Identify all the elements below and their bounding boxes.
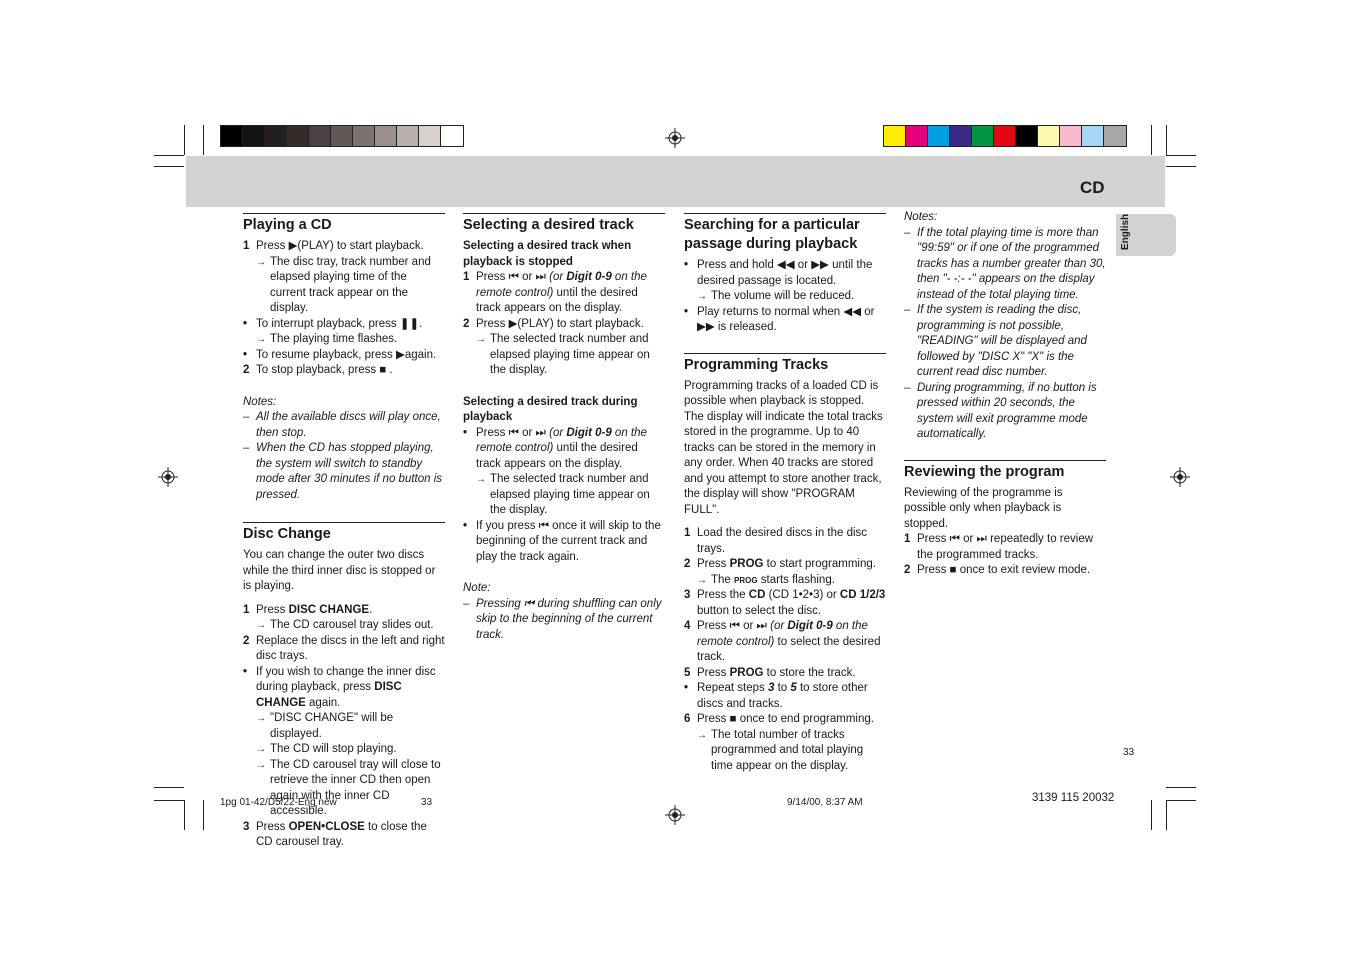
crop-mark: [203, 800, 204, 830]
step: [243, 820, 445, 851]
step-text: Press ⏮ or ⏭ repeatedly to review the programmed tracks.: [917, 533, 1094, 561]
grayscale-calibration-bar: [220, 125, 464, 147]
bullet-mark: •: [684, 305, 689, 318]
step: [463, 270, 665, 317]
bullet-text: Repeat steps 3 to 5 to store other discs and tracks.: [697, 682, 868, 710]
bullet: [243, 665, 445, 712]
bullet: [463, 426, 665, 473]
color-swatch: [265, 126, 287, 146]
step-text: Press ▶(PLAY) to start playback.: [476, 317, 644, 330]
crop-mark: [1166, 787, 1196, 788]
bullet: [684, 681, 886, 712]
step: [904, 532, 1106, 563]
crop-mark: [1166, 800, 1167, 830]
notes-label: Notes:: [904, 211, 938, 223]
bullet-text: If you press ⏮ once it will skip to the beginning of the current track and play the track again.: [476, 519, 661, 563]
step-number: 2: [463, 317, 470, 330]
step-number: 1: [243, 603, 250, 616]
crop-mark: [184, 800, 185, 830]
bullet-text: Press ⏮ or ⏭ (or Digit 0-9 on the remote control) until the desired track appears on the display.: [476, 426, 647, 470]
bullet: [684, 305, 886, 336]
section-title-programming: Programming Tracks: [684, 353, 886, 375]
step: [904, 563, 1106, 579]
step-text: Press ■ once to exit review mode.: [917, 564, 1091, 576]
crop-mark: [154, 155, 184, 156]
step-number: 1: [684, 527, 691, 539]
color-swatch: [950, 126, 972, 146]
step-number: 6: [684, 713, 691, 725]
result-text: → The selected track number and elapsed playing time appear on the display.: [463, 332, 665, 379]
bullet-text: To resume playback, press ▶again.: [256, 348, 437, 361]
step: [243, 363, 445, 379]
note: – If the system is reading the disc, programming is not possible, "READING" will be displayed and followed by "DISC X" "X" is the current read disc number.: [904, 303, 1106, 381]
color-swatch: [419, 126, 441, 146]
step-text: Replace the discs in the left and right disc trays.: [256, 634, 445, 662]
section-title-selecting-track: Selecting a desired track: [463, 213, 665, 235]
intro-text: Programming tracks of a loaded CD is possible when playback is stopped. The display will indicate the total tracks stored in the programme. Up to 40 tracks can be stored in the memory in any order. When 40 tracks are stored and you attempt to store another track, the display will show "PROGRAM FULL".: [684, 379, 883, 516]
color-swatch: [928, 126, 950, 146]
step-number: 2: [243, 634, 250, 647]
step-number: 2: [904, 564, 911, 576]
step-number: 1: [463, 271, 470, 283]
step-number: 2: [243, 364, 250, 376]
registration-mark-icon: [158, 467, 178, 487]
step-text: Press ⏮ or ⏭ (or Digit 0-9 on the remote control) to select the desired track.: [697, 620, 881, 663]
note-label: Note:: [463, 582, 491, 594]
bullet-text: Press and hold ◀◀ or ▶▶ until the desired passage is located.: [697, 259, 873, 287]
step-number: 5: [684, 666, 691, 679]
note: – During programming, if no button is pressed within 20 seconds, the system will exit programme mode automatically.: [904, 381, 1106, 443]
result-text: → The total number of tracks programmed and total playing time appear on the display.: [684, 728, 886, 775]
step: [684, 619, 886, 666]
step-text: Press PROG to store the track.: [697, 666, 856, 679]
page-number: 33: [1123, 747, 1135, 758]
color-swatch: [994, 126, 1016, 146]
bullet-mark: •: [684, 259, 689, 271]
section-title-playing-cd: Playing a CD: [243, 213, 445, 235]
column-3: [684, 213, 886, 774]
crop-mark: [1166, 125, 1167, 155]
column-2: [463, 213, 665, 643]
result-text: → The CD carousel tray will close to retrieve the inner CD then open again with the inner CD accessible.: [243, 758, 445, 820]
step-number: 4: [684, 620, 691, 632]
crop-mark: [1151, 125, 1152, 155]
step: [684, 588, 886, 619]
bullet-mark: •: [243, 348, 248, 361]
step-text: Press DISC CHANGE.: [256, 603, 373, 616]
result-text: → The PROG starts flashing.: [684, 573, 886, 589]
language-tab-label: English: [1120, 213, 1131, 250]
crop-mark: [203, 125, 204, 155]
color-calibration-bar: [883, 125, 1127, 147]
footer-file: 1pg 01-42/D5/22-Eng new: [220, 797, 337, 808]
bullet: [463, 519, 665, 566]
footer-page: 33: [421, 797, 433, 808]
note: – If the total playing time is more than "99:59" or if one of the programmed tracks has a number greater than 30, then "- -:- -" appears on the display instead of the total playing time.: [904, 226, 1106, 304]
notes-label: Notes:: [243, 395, 277, 408]
step: [243, 634, 445, 665]
bullet-text: To interrupt playback, press ❚❚.: [256, 317, 423, 330]
color-swatch: [309, 126, 331, 146]
color-swatch: [221, 126, 243, 146]
step: [243, 603, 445, 619]
registration-mark-icon: [665, 805, 685, 825]
result-text: → The volume will be reduced.: [684, 289, 886, 305]
section-title-disc-change: Disc Change: [243, 522, 445, 544]
color-swatch: [1104, 126, 1126, 146]
crop-mark: [1151, 800, 1152, 830]
result-text: → "DISC CHANGE" will be displayed.: [243, 711, 445, 742]
registration-mark-icon: [665, 128, 685, 148]
page-title: CD: [1080, 178, 1105, 197]
crop-mark: [154, 800, 184, 801]
bullet-text: Play returns to normal when ◀◀ or ▶▶ is released.: [697, 305, 875, 333]
note: – When the CD has stopped playing, the system will switch to standby mode after 30 minutes if no button is pressed.: [243, 441, 445, 503]
step-number: 1: [904, 533, 911, 545]
step: [684, 666, 886, 682]
note: – Pressing ⏮ during shuffling can only skip to the beginning of the current track.: [463, 597, 665, 644]
color-swatch: [397, 126, 419, 146]
section-title-searching: Searching for a particular passage during playback: [684, 213, 886, 254]
color-swatch: [906, 126, 928, 146]
color-swatch: [331, 126, 353, 146]
color-swatch: [1082, 126, 1104, 146]
step: [684, 557, 886, 573]
bullet-mark: •: [243, 317, 248, 330]
color-swatch: [1038, 126, 1060, 146]
step-text: Press ⏮ or ⏭ (or Digit 0-9 on the remote control) until the desired track appears on the display.: [476, 271, 647, 314]
result-text: → The playing time flashes.: [243, 332, 445, 348]
result-text: → The disc tray, track number and elapsed playing time of the current track appear on the display.: [243, 255, 445, 317]
color-swatch: [884, 126, 906, 146]
crop-mark: [184, 125, 185, 155]
color-swatch: [441, 126, 463, 146]
step-text: Load the desired discs in the disc trays.: [697, 527, 868, 555]
bullet-mark: •: [243, 665, 248, 678]
bullet: [243, 348, 445, 364]
color-swatch: [1016, 126, 1038, 146]
header-band: [186, 156, 1165, 207]
bullet-text: If you wish to change the inner disc during playback, press DISC CHANGE again.: [256, 665, 436, 709]
bullet-mark: •: [463, 426, 468, 439]
step-number: 2: [684, 558, 691, 570]
crop-mark: [1166, 166, 1196, 167]
step: [463, 317, 665, 333]
note: – All the available discs will play once, then stop.: [243, 410, 445, 441]
bullet-mark: •: [684, 682, 689, 694]
footer-datetime: 9/14/00, 8:37 AM: [787, 797, 863, 808]
step-text: Press the CD (CD 1•2•3) or CD 1/2/3 button to select the disc.: [697, 589, 886, 617]
color-swatch: [375, 126, 397, 146]
result-text: → The CD carousel tray slides out.: [243, 618, 445, 634]
crop-mark: [1166, 155, 1196, 156]
bullet: [243, 317, 445, 333]
step: [243, 239, 445, 255]
result-text: → The CD will stop playing.: [243, 742, 445, 758]
step-number: 3: [684, 589, 691, 601]
bullet: [684, 258, 886, 289]
step-text: Press OPEN•CLOSE to close the CD carousel tray.: [256, 820, 427, 848]
color-swatch: [353, 126, 375, 146]
result-text: → The selected track number and elapsed playing time appear on the display.: [463, 472, 665, 519]
crop-mark: [154, 166, 184, 167]
color-swatch: [243, 126, 265, 146]
color-swatch: [1060, 126, 1082, 146]
step: [684, 526, 886, 557]
step-text: Press ▶(PLAY) to start playback.: [256, 240, 424, 252]
footer-code: 3139 115 20032: [1032, 792, 1115, 804]
step-number: 3: [243, 820, 250, 833]
step-text: Press ■ once to end programming.: [697, 713, 874, 725]
color-swatch: [972, 126, 994, 146]
intro-text: You can change the outer two discs while the third inner disc is stopped or is playing.: [243, 549, 436, 592]
registration-mark-icon: [1170, 467, 1190, 487]
step-text: To stop playback, press ■ .: [256, 364, 393, 376]
subsection-title: Selecting a desired track during playback: [463, 395, 638, 423]
crop-mark: [154, 787, 184, 788]
step-number: 1: [243, 240, 250, 252]
step-text: Press PROG to start programming.: [697, 558, 876, 570]
subsection-title: Selecting a desired track when playback is stopped: [463, 240, 632, 268]
color-swatch: [287, 126, 309, 146]
column-1: [243, 213, 445, 851]
section-title-reviewing: Reviewing the program: [904, 460, 1106, 482]
column-4: [904, 213, 1106, 579]
bullet-mark: •: [463, 519, 468, 532]
crop-mark: [1166, 800, 1196, 801]
intro-text: Reviewing of the programme is possible only when playback is stopped.: [904, 486, 1063, 530]
step: [684, 712, 886, 728]
